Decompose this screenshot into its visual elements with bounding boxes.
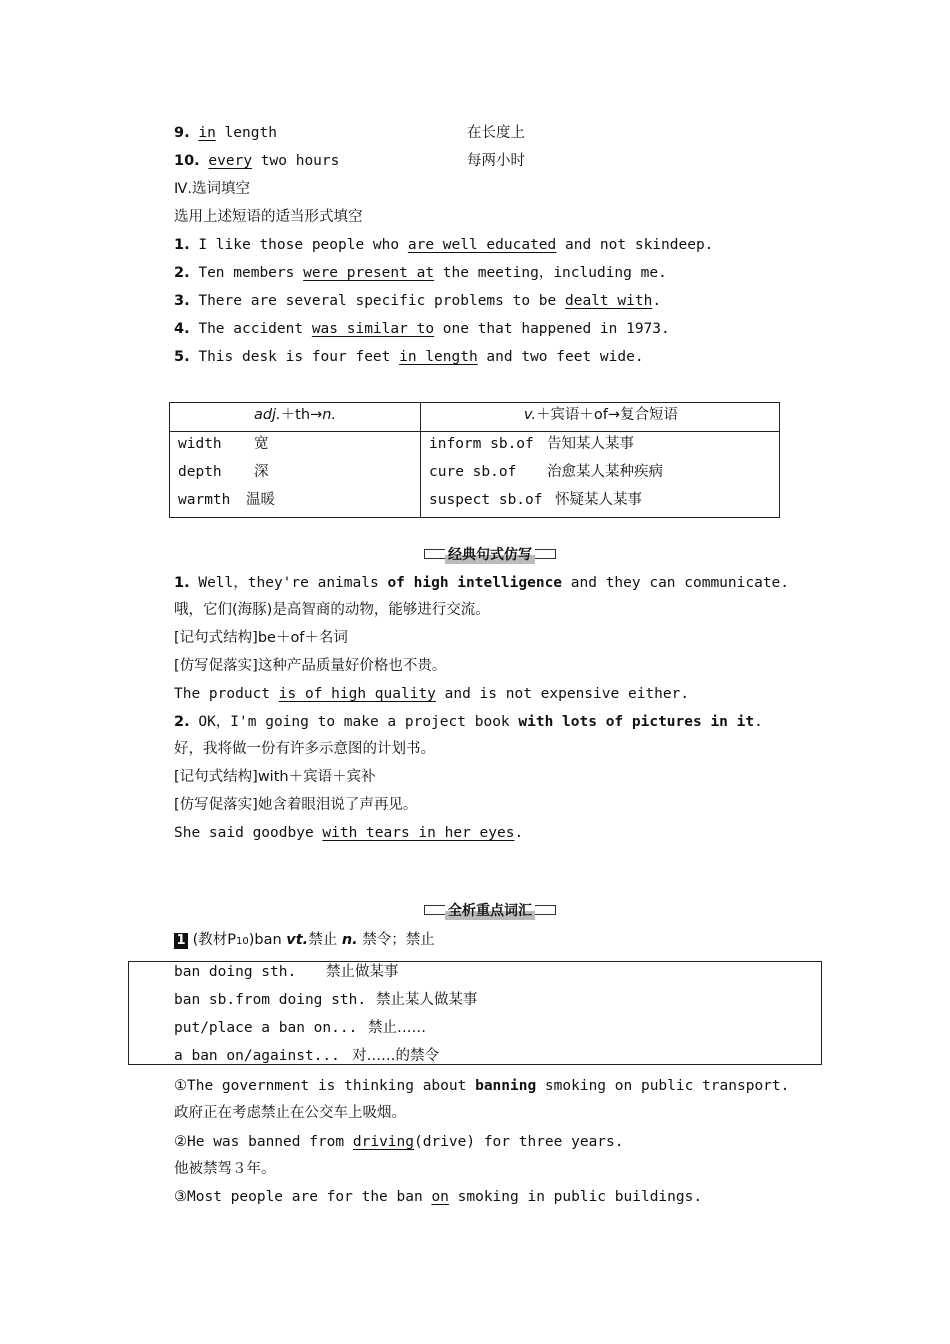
usage-line-1-cn: 禁止做某事	[326, 964, 399, 980]
usage-line-4-cn: 对……的禁令	[352, 1048, 439, 1064]
header-decoration	[424, 905, 445, 915]
sentence-1-structure: [记句式结构]be＋of＋名词	[174, 630, 348, 646]
header-decoration	[535, 549, 556, 559]
section-header-sentences: 经典句式仿写	[424, 545, 556, 563]
sentence-1-cn: 哦，它们(海豚)是高智商的动物，能够进行交流。	[174, 602, 490, 618]
sentence-2-cn: 好，我将做一份有许多示意图的计划书。	[174, 741, 435, 757]
phrase-10-meaning: 每两小时	[467, 153, 525, 169]
answer-blank: is of high quality	[278, 686, 436, 702]
table-cell: suspect sb.of	[429, 492, 543, 508]
sentence-2-en: 2. OK，I'm going to make a project book with lots of pictures in it.	[174, 714, 763, 730]
fill-item-3: 3. There are several specific problems to be dealt with.	[174, 293, 662, 309]
fill-item-5: 5. This desk is four feet in length and two feet wide.	[174, 349, 644, 365]
fill-item-1: 1. I like those people who are well educated and not skindeep.	[174, 237, 714, 253]
sentence-1-en: 1. Well，they're animals of high intelligence and they can communicate.	[174, 575, 790, 591]
header-decoration	[535, 905, 556, 915]
vocab-entry: 1 (教材P10)ban vt.禁止 n. 禁令；禁止	[174, 930, 435, 952]
sentence-1-answer: The product is of high quality and is not expensive either.	[174, 686, 690, 702]
answer-blank: were present at	[303, 265, 435, 281]
header-decoration	[424, 549, 445, 559]
section-title: Ⅳ.选词填空	[174, 181, 250, 197]
answer-blank: on	[431, 1189, 449, 1205]
section-instruction: 选用上述短语的适当形式填空	[174, 209, 363, 225]
answer-blank: dealt with	[565, 293, 653, 309]
example-2-cn: 他被禁驾３年。	[174, 1161, 276, 1177]
table-cell: depth	[178, 464, 222, 480]
answer-blank: are well educated	[407, 237, 557, 253]
example-1-cn: 政府正在考虑禁止在公交车上吸烟。	[174, 1105, 406, 1121]
usage-line-3-cn: 禁止……	[368, 1020, 426, 1036]
sentence-2-answer: She said goodbye with tears in her eyes.	[174, 825, 524, 841]
phrase-9: 9. in length	[174, 125, 277, 141]
table-cell: 宽	[254, 436, 269, 452]
usage-line-2: ban sb.from doing sth.	[174, 992, 367, 1008]
sentence-2-practice: [仿写促落实]她含着眼泪说了声再见。	[174, 797, 418, 813]
entry-number-badge: 1	[174, 933, 188, 949]
phrase-10: 10. every two hours	[174, 153, 340, 169]
usage-line-3: put/place a ban on...	[174, 1020, 358, 1036]
table-cell: warmth	[178, 492, 231, 508]
answer-blank: in	[198, 125, 216, 141]
table-divider	[170, 431, 779, 432]
usage-line-2-cn: 禁止某人做某事	[376, 992, 478, 1008]
section-header-vocab: 全析重点词汇	[424, 901, 556, 919]
fill-item-4: 4. The accident was similar to one that happened in 1973.	[174, 321, 670, 337]
example-3-en: ③Most people are for the ban on smoking in public buildings.	[174, 1189, 703, 1205]
word-formation-table	[169, 402, 780, 518]
sentence-2-structure: [记句式结构]with＋宾语＋宾补	[174, 769, 376, 785]
answer-blank: every	[208, 153, 253, 169]
example-2-en: ②He was banned from driving(drive) for three years.	[174, 1134, 624, 1150]
table-cell: 治愈某人某种疾病	[547, 464, 663, 480]
usage-line-1: ban doing sth.	[174, 964, 297, 980]
table-header-left: adj.＋th→n.	[253, 407, 337, 423]
table-cell: cure sb.of	[429, 464, 517, 480]
table-cell: 告知某人某事	[547, 436, 634, 452]
table-cell: 深	[254, 464, 269, 480]
table-cell: width	[178, 436, 222, 452]
table-cell: 温暖	[246, 492, 275, 508]
fill-item-2: 2. Ten members were present at the meeting，including me.	[174, 265, 667, 281]
phrase-9-meaning: 在长度上	[467, 125, 525, 141]
table-cell: inform sb.of	[429, 436, 534, 452]
answer-blank: with tears in her eyes	[322, 825, 515, 841]
answer-blank: driving	[352, 1134, 414, 1150]
sentence-1-practice: [仿写促落实]这种产品质量好价格也不贵。	[174, 658, 447, 674]
table-header-right: v.＋宾语＋of→复合短语	[523, 407, 679, 423]
answer-blank: in length	[399, 349, 478, 365]
table-cell: 怀疑某人某事	[555, 492, 642, 508]
example-1-en: ①The government is thinking about banning smoking on public transport.	[174, 1078, 790, 1094]
usage-line-4: a ban on/against...	[174, 1048, 340, 1064]
answer-blank: was similar to	[311, 321, 435, 337]
